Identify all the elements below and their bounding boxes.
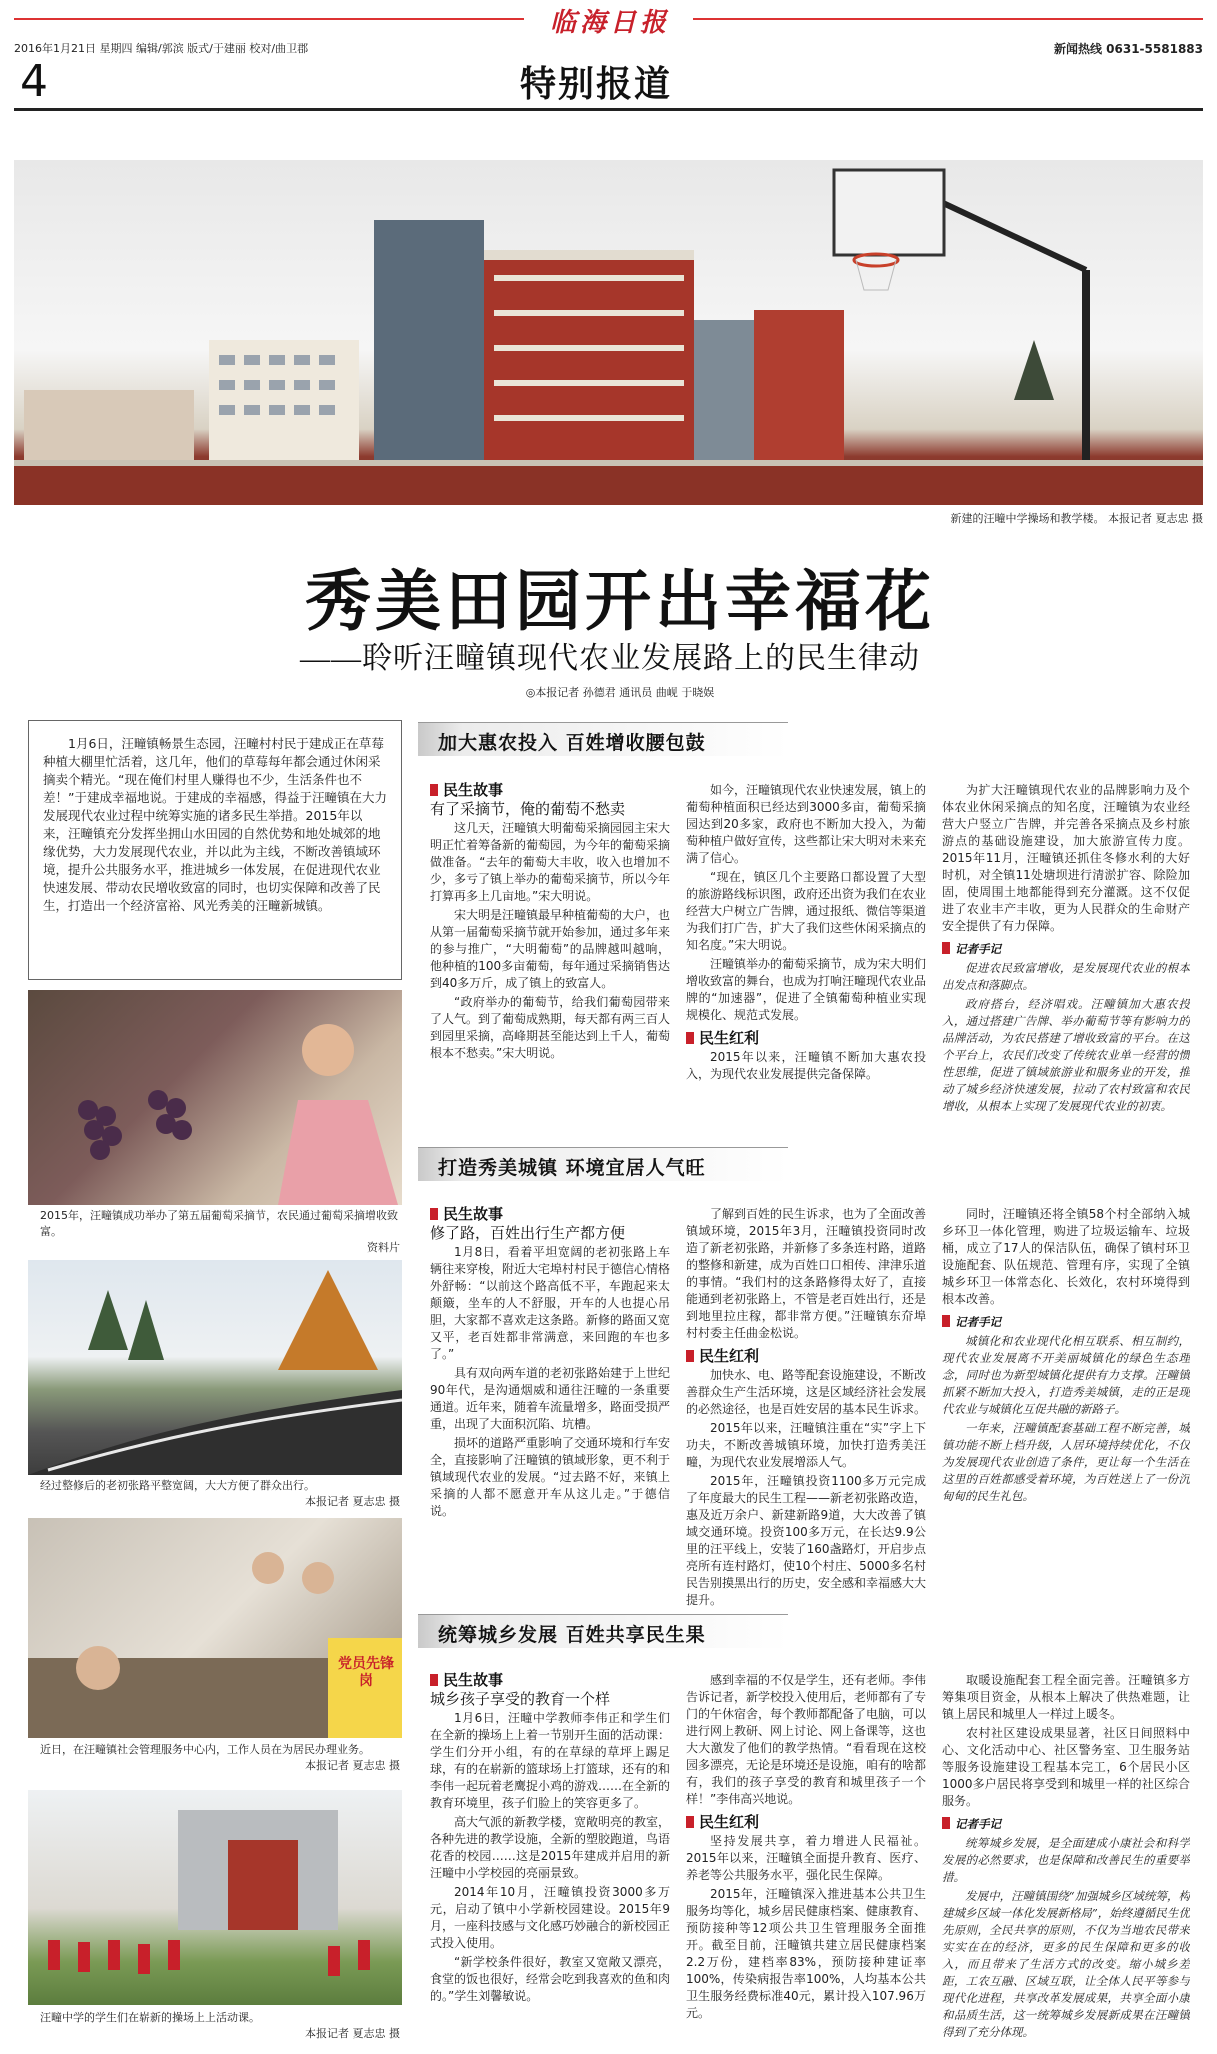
paragraph: 宋大明是汪疃镇最早种植葡萄的大户，也从第一届葡萄采摘节就开始参加，通过多年来的参与推广，“大明葡萄”的品牌越叫越响，他种植的100多亩葡萄，每年通过采摘销售达到40多万斤，成了镇上的致富人。 [430, 908, 670, 990]
section1-story-column [430, 782, 670, 1112]
paragraph: 损坏的道路严重影响了交通环境和行车安全，直接影响了汪疃镇的镇域形象，更不利于镇域现代农业的发展。“过去路不好，来镇上采摘的人都不愿意开车从这儿走。”于德信说。 [430, 1436, 670, 1518]
paragraph: 取暖设施配套工程全面完善。汪疃镇多方筹集项目资金，从根本上解决了供热难题，让镇上居民和城里人一样过上暖冬。 [942, 1673, 1190, 1721]
note-tag: 记者手记 [942, 1816, 1190, 1833]
section2-story-column-2 [686, 1206, 926, 1606]
story-tag: 民生故事 [430, 1206, 670, 1223]
section-heading: 统筹城乡发展 百姓共享民生果 [438, 1624, 706, 1646]
paragraph: 汪疃镇举办的葡萄采摘节，成为宋大明们增收致富的舞台，也成为打响汪疃现代农业品牌的“加速器”，促进了全镇葡萄种植业实现规模化、规范式发展。 [686, 957, 926, 1022]
section3-story-column [430, 1672, 670, 2042]
photo-caption-service [40, 1742, 400, 1774]
note-tag: 记者手记 [942, 941, 1190, 958]
story-tag: 民生故事 [430, 782, 670, 799]
reporter-note [942, 941, 1190, 1112]
article-subhead: ——聆听汪疃镇现代农业发展路上的民生律动 [300, 642, 920, 675]
note-paragraph: 发展中，汪疃镇围绕“加强城乡区域统筹，构建城乡区域一体化发展新格局”，始终遵循民生优先原则，全民共享的原则，不仅为当地农民带来实实在在的经济，更多的民生保障和更多的收入，而且带来了生活方式的改变。缩小城乡差距，工农互融、区域互联，让全体人民平等参与现代化进程，共享改革发展成果，共享全面小康和品质生活，这一统筹城乡发展新成果在汪疃镇得到了充分体现。 [942, 1889, 1190, 2039]
photo-credit: 资料片 [367, 1241, 400, 1254]
note-paragraph: 统筹城乡发展，是全面建成小康社会和科学发展的必然要求，也是保障和改善民生的重要举措。 [942, 1836, 1190, 1884]
note-paragraph: 政府搭台，经济唱戏。汪疃镇加大惠农投入，通过搭建广告牌、举办葡萄节等有影响力的品牌活动，为农民搭建了增收致富的平台。在这个平台上，农民们改变了传统农业单一经营的惯性思维，促进了镇域旅游业和服务业的开发，推动了城乡经济快速发展，拉动了农村致富和农民增收，从根本上实现了发展现代农业的初衷。 [942, 997, 1190, 1112]
grape-harvest-photo [28, 990, 402, 1205]
hero-caption: 新建的汪疃中学操场和教学楼。 本报记者 夏志忠 摄 [950, 512, 1203, 525]
road-illustration [28, 1260, 402, 1475]
section-bar-2 [418, 1147, 788, 1181]
paragraph: 农村社区建设成果显著，社区日间照料中心、文化活动中心、社区警务室、卫生服务站等服务设施建设工程基本完工，6个居民小区1000多户居民将享受到和城里一样的社区综合服务。 [942, 1726, 1190, 1808]
photo-caption-text: 2015年，汪疃镇成功举办了第五届葡萄采摘节，农民通过葡萄采摘增收致富。 [40, 1209, 398, 1238]
article-byline: ◎本报记者 孙德君 通讯员 曲岘 于晓娱 [525, 686, 715, 699]
story-tag: 民生故事 [430, 1672, 670, 1689]
paragraph: 1月6日，汪疃中学教师李伟正和学生们在全新的操场上上着一节别开生面的活动课：学生们分开小组，有的在草绿的草坪上踢足球，有的在崭新的篮球场上打篮球，还有的和李伟一起玩着老鹰捉小鸡的游戏……在全新的教育环境里，孩子们脸上的笑容更多了。 [430, 1711, 670, 1810]
paragraph: 1月8日，看着平坦宽阔的老初张路上车辆往来穿梭，附近大宅埠村村民于德信心情格外舒畅：“以前这个路高低不平，车跑起来太颠簸，坐车的人不舒服，开车的人也提心吊胆，大家都不喜欢走这条路。新修的路面又宽又平，老百姓都非常满意，来回跑的车也多了。” [430, 1245, 670, 1361]
section3-story-column-2 [686, 1672, 926, 2042]
section1-right-column [942, 782, 1190, 1112]
section1-story-column-2 [686, 782, 926, 1112]
photo-caption-road [40, 1478, 400, 1510]
photo-caption-grapes [40, 1208, 400, 1256]
service-center-photo [28, 1518, 402, 1738]
reporter-note [942, 1816, 1190, 2041]
paragraph: 同时，汪疃镇还将全镇58个村全部纳入城乡环卫一体化管理，购进了垃圾运输车、垃圾桶，成立了17人的保洁队伍，确保了镇村环卫设施配套、队伍规范、管理有序，实现了全镇城乡环卫一体常态化、长效化，农村环境得到根本改善。 [942, 1207, 1190, 1306]
photo-credit: 本报记者 夏志忠 摄 [305, 1495, 400, 1508]
note-tag: 记者手记 [942, 1314, 1190, 1331]
paragraph: 2015年，汪疃镇投资1100多万元完成了年度最大的民生工程——新老初张路改造，惠及近万余户、新建新路9道，大大改善了镇域交通环境。投资100多万元，在长达9.9公里的汪平线上，安装了160盏路灯，开启步点亮所有连村路灯，使10个村庄、5000多名村民告别摸黑出行的历史，安全感和幸福感大大提升。 [686, 1474, 926, 1606]
practice-tag: 民生红利 [686, 1348, 926, 1365]
story-title: 城乡孩子享受的教育一个样 [430, 1690, 611, 1708]
story-title: 修了路，百姓出行生产都方便 [430, 1224, 626, 1242]
top-rule-left [14, 18, 524, 20]
paragraph: 2015年以来，汪疃镇不断加大惠农投入，为现代农业发展提供完备保障。 [686, 1050, 926, 1081]
paragraph: “新学校条件很好，教室又宽敞又漂亮，食堂的饭也很好，经常会吃到我喜欢的鱼和肉的。”学生刘馨敏说。 [430, 1955, 670, 2003]
paragraph: 加快水、电、路等配套设施建设，不断改善群众生产生活环境，这是区域经济社会发展的必然途径，也是百姓安居的基本民生诉求。 [686, 1368, 926, 1416]
photo-caption-text: 近日，在汪疃镇社会管理服务中心内，工作人员在为居民办理业务。 [40, 1743, 370, 1756]
paragraph: 2014年10月，汪疃镇投资3000多万元，启动了镇中小学新校园建设。2015年9月，一座科技感与文化感巧妙融合的新校园正式投入使用。 [430, 1885, 670, 1950]
school-building-illustration [14, 160, 1203, 505]
practice-tag: 民生红利 [686, 1030, 926, 1047]
paragraph: 2015年以来，汪疃镇注重在“实”字上下功夫，不断改善城镇环境，加快打造秀美汪疃，为现代农业发展增添人气。 [686, 1421, 926, 1469]
section-heading: 加大惠农投入 百姓增收腰包鼓 [438, 732, 706, 754]
note-paragraph: 城镇化和农业现代化相互联系、相互制约，现代农业发展离不开美丽城镇化的绿色生态理念，同时也为新型城镇化提供有力支撑。汪疃镇抓紧不断加大投入，打造秀美城镇，走的正是现代农业与城镇化互促共融的新路子。 [942, 1334, 1190, 1416]
reporter-note [942, 1314, 1190, 1505]
photo-credit: 本报记者 夏志忠 摄 [305, 2027, 400, 2040]
paragraph: 为扩大汪疃镇现代农业的品牌影响力及个体农业休闲采摘点的知名度，汪疃镇为农业经营大户竖立广告牌，并完善各采摘点及乡村旅游点的基础设施建设，加大旅游宣传力度。2015年11月，汪疃镇还抓住冬修水利的大好时机，对全镇11处塘坝进行清淤扩容、除险加固，使周围土地都能得到充分灌溉。这不仅促进了农业丰产丰收，更为人民群众的生命财产安全提供了有力保障。 [942, 783, 1190, 933]
photo-caption-students [40, 2010, 400, 2042]
section3-right-column [942, 1672, 1190, 2042]
photo-credit: 本报记者 夏志忠 摄 [305, 1759, 400, 1772]
road-photo [28, 1260, 402, 1475]
paragraph: 具有双向两车道的老初张路始建于上世纪90年代，是沟通烟威和通往汪疃的一条重要通道。近年来，随着车流量增多，路面受损严重，出现了大面积沉陷、坑槽。 [430, 1366, 670, 1431]
section-bar-1 [418, 722, 788, 756]
paragraph: 2015年，汪疃镇深入推进基本公共卫生服务均等化，城乡居民健康档案、健康教育、预防接种等12项公共卫生管理服务全面推开。截至目前，汪疃镇共建立居民健康档案2.2万份，建档率83%，预防接种建证率100%，传染病报告率100%，人均基本公共卫生服务经费标准40元，累计投入107.96万元。 [686, 1887, 926, 2020]
paragraph: 这几天，汪疃镇大明葡萄采摘园园主宋大明正忙着筹备新的葡萄园，为今年的葡萄采摘做准备。“去年的葡萄大丰收，收入也增加不少，多亏了镇上举办的葡萄采摘节，所以今年打算再多上几亩地。”宋大明说。 [430, 821, 670, 903]
section-bar-3 [418, 1614, 788, 1648]
masthead-logo: 临海日报 [549, 8, 670, 38]
paragraph: “政府举办的葡萄节，给我们葡萄园带来了人气。到了葡萄成熟期，每天都有两三百人到园里采摘，高峰期甚至能达到上千人，葡萄根本不愁卖。”宋大明说。 [430, 995, 670, 1060]
hero-photo-school [14, 160, 1203, 505]
note-paragraph: 促进农民致富增收，是发展现代农业的根本出发点和落脚点。 [942, 961, 1190, 992]
article-headline: 秀美田园开出幸福花 [305, 562, 935, 640]
students-illustration [28, 1790, 402, 2005]
section-title: 特别报道 [520, 64, 673, 105]
photo-caption-text: 经过整修后的老初张路平整宽阔，大大方便了群众出行。 [40, 1479, 315, 1492]
grape-cluster-illustration [28, 990, 402, 1205]
news-hotline: 新闻热线 0631-5581883 [1053, 42, 1203, 56]
header-divider [14, 108, 1203, 111]
party-pioneer-sign: 党员先锋岗 [338, 1656, 394, 1689]
section2-right-column [942, 1206, 1190, 1606]
page-number: 4 [20, 56, 48, 107]
paragraph: 如今，汪疃镇现代农业快速发展，镇上的葡萄种植面积已经达到3000多亩，葡萄采摘园达到20多家，政府也不断加大投入，为葡萄种植户做好宣传，这些都让宋大明对未来充满了信心。 [686, 783, 926, 865]
lead-paragraph-box: 1月6日，汪疃镇畅景生态园，汪疃村村民于建成正在草莓种植大棚里忙活着，这几年，他们的草莓每年都会通过休闲采摘卖个精光。“现在俺们村里人赚得也不少，生活条件也不差！”于建成幸福地说。于建成的幸福感，得益于汪疃镇在大力发展现代农业过程中统筹实施的诸多民生举措。2015年以来，汪疃镇充分发挥坐拥山水田园的自然优势和地处城郊的地缘优势，大力发展现代农业，并以此为主线，不断改善镇域环境，提升公共服务水平，推进城乡一体发展，在促进现代农业快速发展、带动农民增收致富的同时，也切实保障和改善了民生，打造出一个经济富裕、风光秀美的汪疃新城镇。 [28, 720, 402, 980]
section2-story-column [430, 1206, 670, 1606]
paragraph: “现在，镇区几个主要路口都设置了大型的旅游路线标识图，政府还出资为我们在农业经营大户树立广告牌，通过报纸、微信等渠道为我们打广告，扩大了我们这些休闲采摘点的知名度。”宋大明说。 [686, 870, 926, 952]
paragraph: 高大气派的新教学楼，宽敞明亮的教室，各种先进的教学设施，全新的塑胶跑道，鸟语花香的校园……这是2015年建成并启用的新汪疃中小学校园的亮丽景致。 [430, 1815, 670, 1880]
practice-tag: 民生红利 [686, 1814, 926, 1831]
issue-info: 2016年1月21日 星期四 编辑/郭滨 版式/于建丽 校对/曲卫郡 [14, 42, 309, 55]
service-counter-illustration [28, 1518, 402, 1738]
top-rule-right [693, 18, 1203, 20]
paragraph: 了解到百姓的民生诉求，也为了全面改善镇域环境，2015年3月，汪疃镇投资同时改造了新老初张路，并新修了多条连村路，道路的整修和新建，成为百姓口口相传、津津乐道的事情。“我们村的这条路修得太好了，直接能通到老初张路上，不管是老百姓出行，还是到地里拉庄稼，都非常方便。”汪疃镇东夼埠村村委主任曲金松说。 [686, 1207, 926, 1340]
paragraph: 感到幸福的不仅是学生，还有老师。李伟告诉记者，新学校投入使用后，老师都有了专门的午休宿舍，每个教师都配备了电脑，可以进行网上教研、网上讨论、网上备课等，这也大大激发了他们的教学热情。“看看现在这校园多漂亮，无论是环境还是设施，咱有的啥都有，我们的孩子享受的教育和城里孩子一个样！”李伟高兴地说。 [686, 1673, 926, 1806]
story-title: 有了采摘节，俺的葡萄不愁卖 [430, 800, 626, 818]
section-heading: 打造秀美城镇 环境宜居人气旺 [438, 1157, 706, 1179]
paragraph: 坚持发展共享，着力增进人民福祉。2015年以来，汪疃镇全面提升教育、医疗、养老等公共服务水平，强化民生保障。 [686, 1834, 926, 1882]
note-paragraph: 一年来，汪疃镇配套基础工程不断完善，城镇功能不断上档升级，人居环境持续优化，不仅为发展现代农业创造了条件，更让每一个生活在这里的百姓都感受着环境，为百姓送上了一份沉甸甸的民生礼包。 [942, 1421, 1190, 1503]
photo-caption-text: 汪疃中学的学生们在崭新的操场上上活动课。 [40, 2011, 260, 2024]
students-playground-photo [28, 1790, 402, 2005]
